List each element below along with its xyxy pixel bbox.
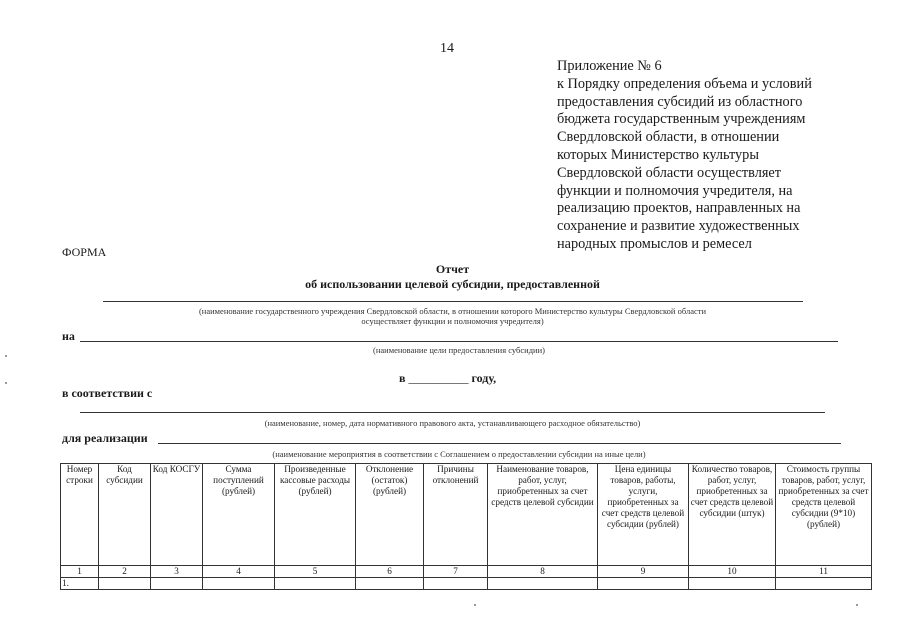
column-number-cell: 9 xyxy=(598,566,689,578)
event-fill-line xyxy=(158,443,841,444)
scan-speck xyxy=(5,382,7,384)
column-number-cell: 1 xyxy=(61,566,99,578)
table-cell[interactable] xyxy=(598,578,689,590)
report-table xyxy=(60,463,872,590)
appendix-line: предоставления субсидий из областного xyxy=(557,93,803,110)
table-header-cell: Код субсидии xyxy=(99,464,151,566)
institution-fill-line xyxy=(103,301,803,302)
scan-speck xyxy=(5,355,7,357)
institution-hint-2: осуществляет функции и полномочия учредителя) xyxy=(361,316,544,326)
column-number-cell: 5 xyxy=(275,566,356,578)
act-hint: (наименование, номер, дата нормативного правового акта, устанавливающего расходное обязательство) xyxy=(264,418,641,428)
act-fill-line xyxy=(80,412,825,413)
appendix-line: Свердловской области осуществляет xyxy=(557,164,782,181)
report-subtitle: об использовании целевой субсидии, предоставленной xyxy=(305,277,600,291)
table-header-cell: Сумма поступлений (рублей) xyxy=(203,464,275,566)
table-header-cell: Номер строки xyxy=(61,464,99,566)
column-number-cell: 7 xyxy=(424,566,488,578)
year-line xyxy=(399,371,496,386)
table-header-cell: Произведенные кассовые расходы (рублей) xyxy=(275,464,356,566)
column-number-cell: 2 xyxy=(99,566,151,578)
table-header-cell: Наименование товаров, работ, услуг, приобретенных за счет средств целевой субсидии xyxy=(488,464,598,566)
table-cell[interactable] xyxy=(776,578,872,590)
purpose-hint: (наименование цели предоставления субсидии) xyxy=(373,345,545,355)
table-cell[interactable] xyxy=(99,578,151,590)
appendix-line: функции и полномочия учредителя, на xyxy=(557,182,793,199)
appendix-line: сохранение и развитие художественных xyxy=(557,218,800,235)
na-label: на xyxy=(62,329,75,343)
appendix-line: народных промыслов и ремесел xyxy=(557,235,752,252)
appendix-line: бюджета государственным учреждениям xyxy=(557,111,806,128)
table-header-row xyxy=(61,464,872,566)
for-realization-label: для реализации xyxy=(62,431,148,445)
purpose-fill-line xyxy=(80,341,838,342)
column-number-cell: 10 xyxy=(689,566,776,578)
column-number-cell: 8 xyxy=(488,566,598,578)
table-cell[interactable] xyxy=(275,578,356,590)
year-prefix: в xyxy=(399,371,406,385)
table-header-cell: Количество товаров, работ, услуг, приобретенных за счет средств целевой субсидии (штук) xyxy=(689,464,776,566)
appendix-title: Приложение № 6 xyxy=(557,58,662,74)
table-header-cell: Отклонение (остаток) (рублей) xyxy=(356,464,424,566)
column-number-cell: 3 xyxy=(151,566,203,578)
form-label: ФОРМА xyxy=(62,245,107,259)
appendix-line: к Порядку определения объема и условий xyxy=(557,75,812,92)
table-cell[interactable] xyxy=(689,578,776,590)
table-column-numbers-row xyxy=(61,566,872,578)
table-cell[interactable] xyxy=(424,578,488,590)
table-row xyxy=(61,578,872,590)
institution-hint-1: (наименование государственного учреждения Свердловской области, в отношении которого Министерство культуры Свердловской области xyxy=(198,306,707,316)
table-header-cell: Код КОСГУ xyxy=(151,464,203,566)
table-cell[interactable] xyxy=(356,578,424,590)
column-number-cell: 4 xyxy=(203,566,275,578)
row-number-cell: 1. xyxy=(61,578,99,590)
event-hint: (наименование мероприятия в соответствии с Соглашением о предоставлении субсидии на иные цели) xyxy=(272,449,646,459)
table-header-cell: Причины отклонений xyxy=(424,464,488,566)
year-blank: __________ xyxy=(408,371,469,385)
scan-speck xyxy=(856,604,858,606)
report-title: Отчет xyxy=(435,262,470,276)
column-number-cell: 11 xyxy=(776,566,872,578)
according-label: в соответствии с xyxy=(62,386,153,400)
table-header-cell: Стоимость группы товаров, работ, услуг, приобретенных за счет средств целевой субсидии (9*10) (рублей) xyxy=(776,464,872,566)
table-cell[interactable] xyxy=(488,578,598,590)
appendix-line: Свердловской области, в отношении xyxy=(557,129,780,146)
appendix-block xyxy=(557,58,857,254)
column-number-cell: 6 xyxy=(356,566,424,578)
year-suffix: году, xyxy=(471,371,497,385)
table-cell[interactable] xyxy=(203,578,275,590)
appendix-line: которых Министерство культуры xyxy=(557,146,759,163)
table-header-cell: Цена единицы товаров, работы, услуги, приобретенных за счет средств целевой субсидии (рублей) xyxy=(598,464,689,566)
appendix-line: реализацию проектов, направленных на xyxy=(557,200,801,217)
page-number: 14 xyxy=(440,41,454,56)
table-cell[interactable] xyxy=(151,578,203,590)
scan-speck xyxy=(474,604,476,606)
